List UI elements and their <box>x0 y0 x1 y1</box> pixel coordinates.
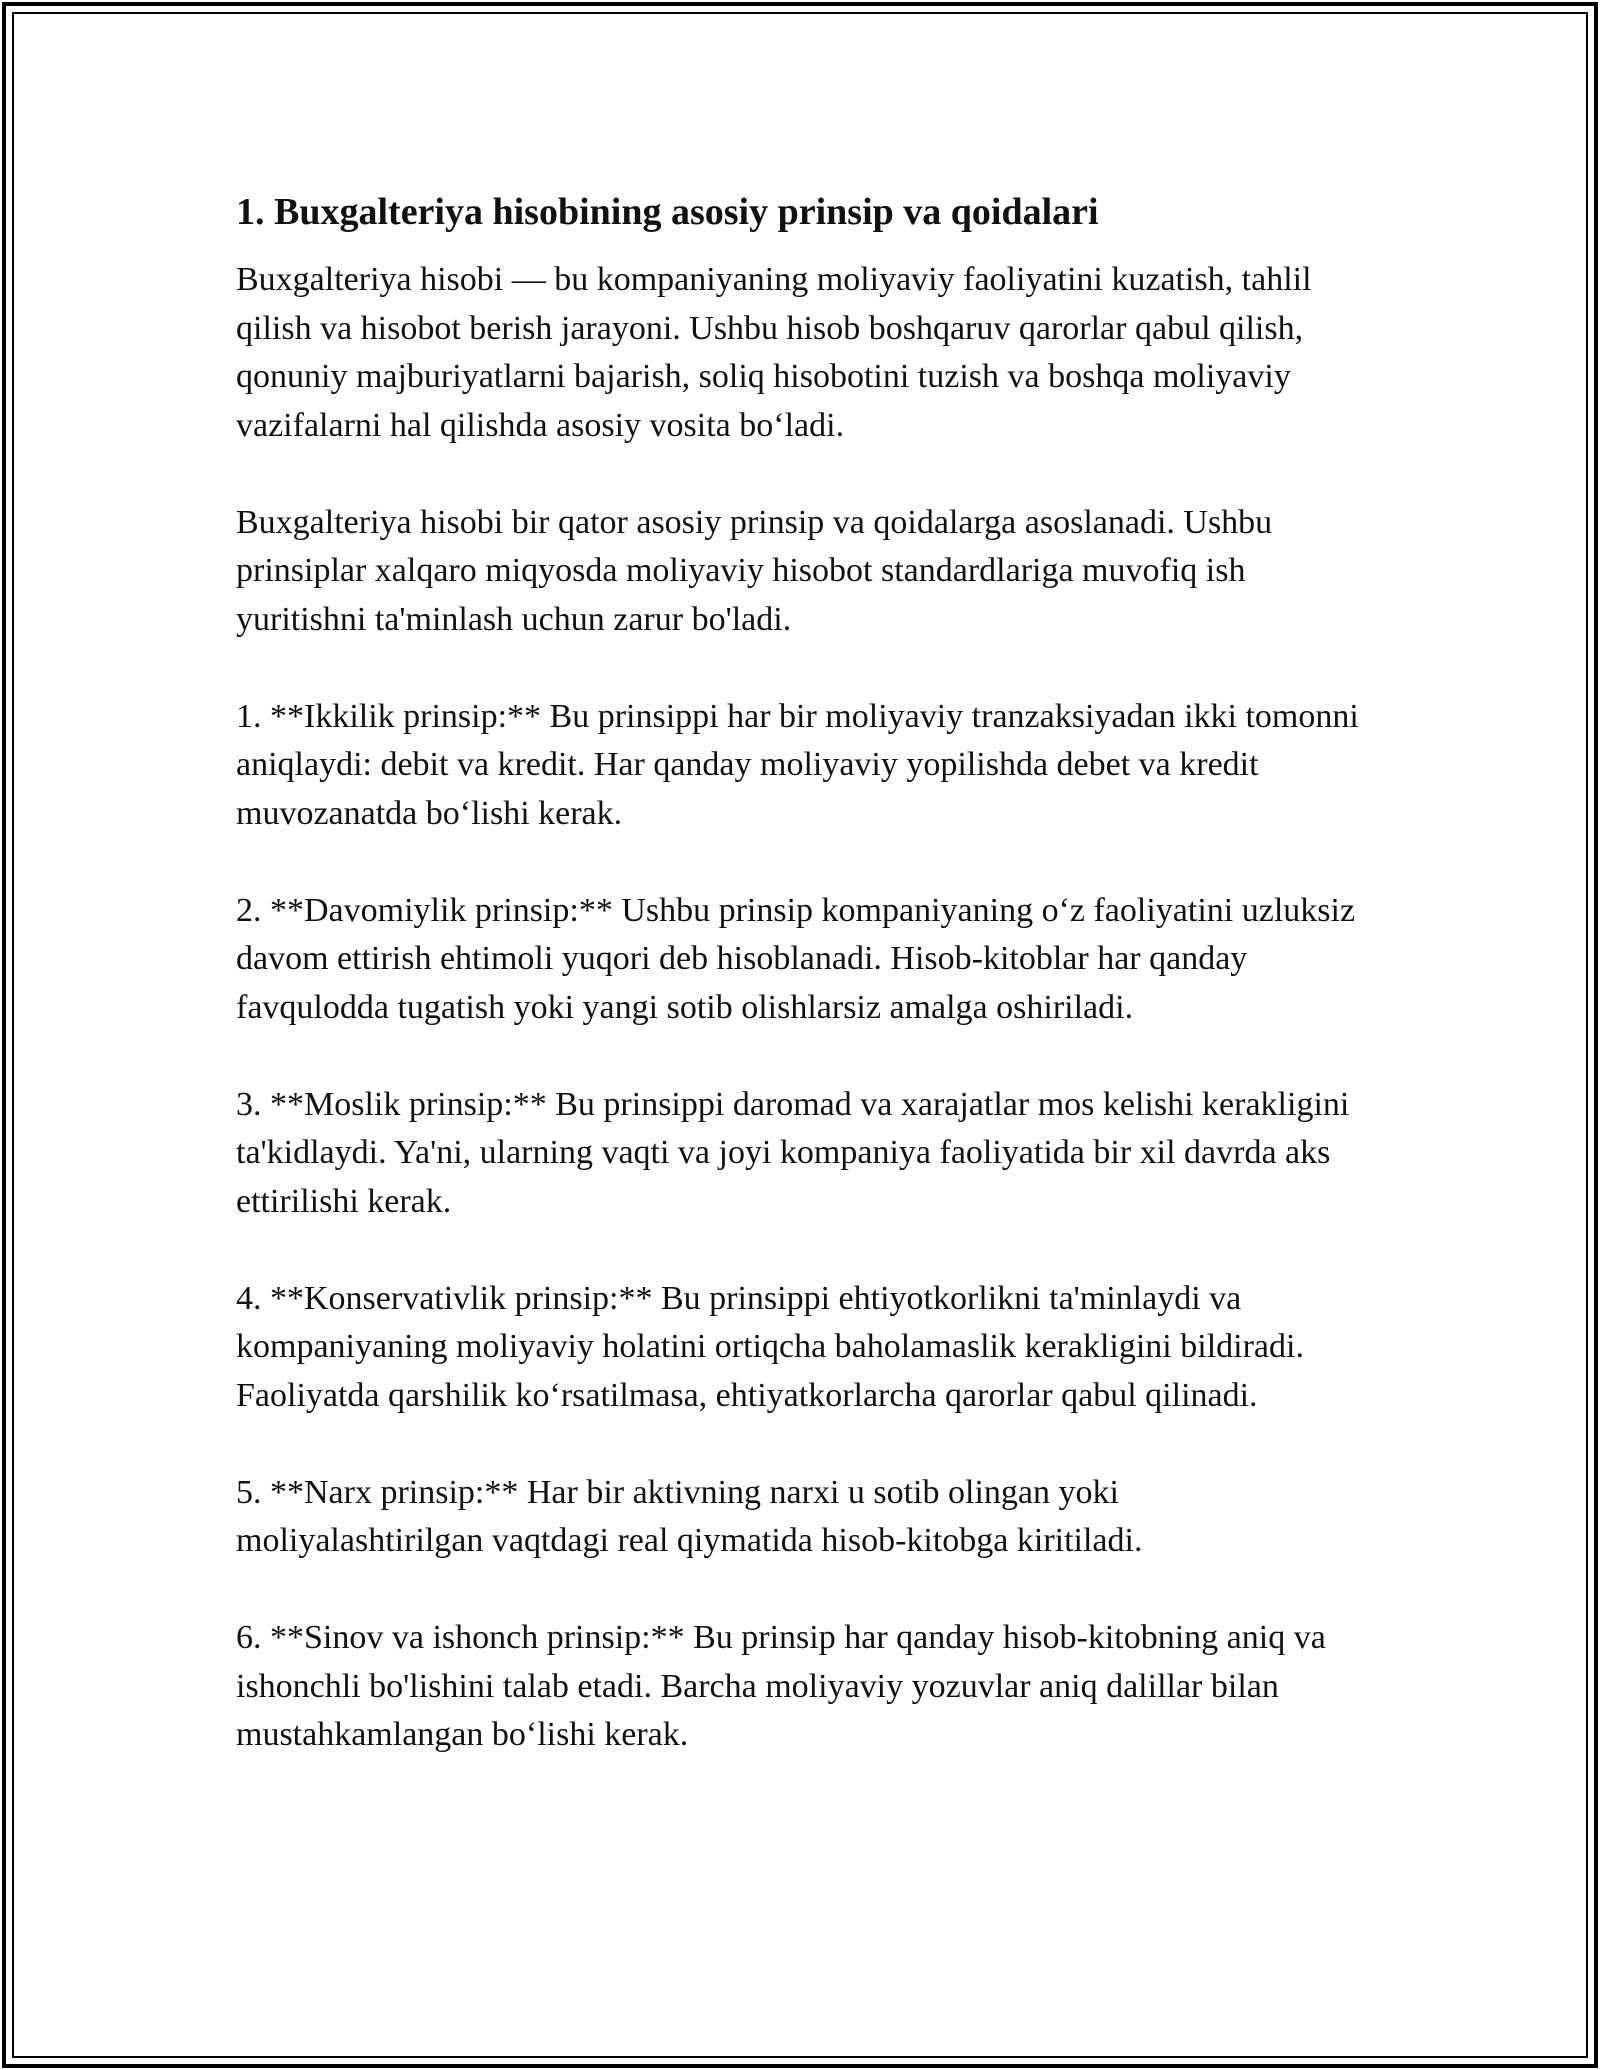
document-title: 1. Buxgalteriya hisobining asosiy prinsip va qoidalari <box>236 191 1099 233</box>
paragraph-principle-5: 5. **Narx prinsip:** Har bir aktivning narxi u sotib olingan yoki moliyalashtirilgan vaqtdagi real qiymatida hisob-kitobga kiritiladi. <box>236 1473 1143 1559</box>
paragraph-principle-3: 3. **Moslik prinsip:** Bu prinsippi daromad va xarajatlar mos kelishi kerakligini ta'kidlaydi. Ya'ni, ularning vaqti va joyi kompaniya faoliyatida bir xil davrda aks ettirilishi kerak. <box>236 1085 1350 1220</box>
paragraph-principle-2: 2. **Davomiylik prinsip:** Ushbu prinsip kompaniyaning o‘z faoliyatini uzluksiz davom ettirish ehtimoli yuqori deb hisoblanadi. Hisob-kitoblar har qanday favqulodda tugatish yoki yangi sotib olishlarsiz amalga oshiriladi. <box>236 891 1356 1026</box>
document-body <box>236 188 1366 1808</box>
paragraph-principle-1: 1. **Ikkilik prinsip:** Bu prinsippi har bir moliyaviy tranzaksiyadan ikki tomonni aniqlaydi: debit va kredit. Har qanday moliyaviy yopilishda debet va kredit muvozanatda bo‘lishi kerak. <box>236 697 1359 832</box>
paragraph-intro: Buxgalteriya hisobi — bu kompaniyaning moliyaviy faoliyatini kuzatish, tahlil qilish va hisobot berish jarayoni. Ushbu hisob boshqaruv qarorlar qabul qilish, qonuniy majburiyatlarni bajarish, soliq hisobotini tuzish va boshqa moliyaviy vazifalarni hal qilishda asosiy vosita bo‘ladi. <box>236 261 1312 444</box>
paragraph-principle-4: 4. **Konservativlik prinsip:** Bu prinsippi ehtiyotkorlikni ta'minlaydi va kompaniyaning moliyaviy holatini ortiqcha baholamaslik kerakligini bildiradi. Faoliyatda qarshilik ko‘rsatilmasa, ehtiyatkorlarcha qarorlar qabul qilinadi. <box>236 1279 1304 1414</box>
paragraph-principle-6: 6. **Sinov va ishonch prinsip:** Bu prinsip har qanday hisob-kitobning aniq va ishonchli bo'lishini talab etadi. Barcha moliyaviy yozuvlar aniq dalillar bilan mustahkamlangan bo‘lishi kerak. <box>236 1619 1326 1753</box>
paragraph-principles-intro: Buxgalteriya hisobi bir qator asosiy prinsip va qoidalarga asoslanadi. Ushbu prinsiplar xalqaro miqyosda moliyaviy hisobot standardlariga muvofiq ish yuritishni ta'minlash uchun zarur bo'ladi. <box>236 503 1273 638</box>
